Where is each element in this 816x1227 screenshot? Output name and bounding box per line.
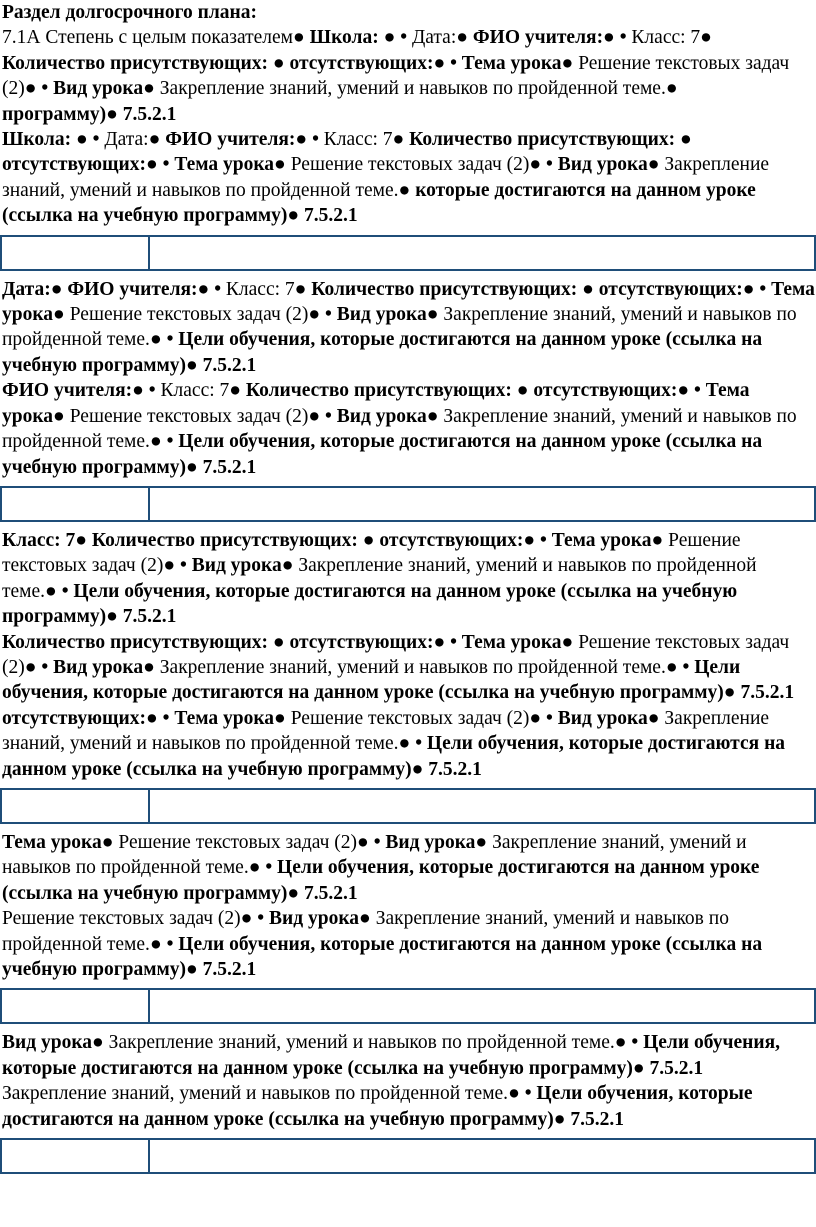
text-run: Решение текстовых задач (2)	[2, 908, 241, 930]
bold-text-run: ● Количество присутствующих: ● отсутствующих:● • Тема урока●	[2, 27, 712, 74]
bold-text-run: ● • Вид урока●	[529, 154, 665, 176]
text-run: Закрепление знаний, умений и навыков по пройденной теме.	[2, 707, 770, 755]
bold-text-run: ● • Вид урока●	[240, 908, 376, 930]
text-section	[0, 1030, 816, 1132]
table-cell-divider	[148, 790, 150, 822]
text-run: Решение текстовых задач (2)	[2, 52, 790, 100]
paragraph	[0, 102, 816, 127]
empty-table-row	[0, 235, 816, 271]
empty-table-row	[0, 988, 816, 1024]
text-run: Решение текстовых задач (2)	[2, 631, 790, 678]
text-run: Решение текстовых задач (2)	[69, 304, 309, 326]
empty-table-row	[0, 788, 816, 824]
bold-text-run: Количество присутствующих: ● отсутствующих:● • Тема урока●	[2, 631, 579, 653]
text-section	[0, 0, 816, 229]
text-run: Закрепление знаний, умений и навыков по пройденной теме.	[2, 831, 747, 879]
paragraph	[0, 378, 816, 480]
bold-text-run: ФИО учителя:● •	[2, 380, 161, 402]
text-run: 7.1А Степень с целым показателем	[2, 27, 293, 49]
text-run: Дата:	[411, 27, 457, 49]
text-run: Класс: 7	[225, 278, 295, 300]
bold-text-run: Тема урока●	[2, 831, 119, 853]
paragraph	[0, 528, 816, 630]
bold-text-run: Дата:	[2, 278, 51, 300]
bold-text-run: ● • Вид урока●	[24, 656, 160, 678]
text-section	[0, 830, 816, 982]
text-run: Закрепление знаний, умений и навыков по пройденной теме.	[159, 78, 666, 100]
empty-table-row	[0, 1138, 816, 1174]
bold-text-run: ● • Цели обучения, которые достигаются на данном уроке (ссылка на учебную программу)● 7.5.2.1	[2, 733, 786, 780]
text-run: Решение текстовых задач (2)	[2, 529, 741, 577]
text-run: Решение текстовых задач (2)	[290, 707, 530, 729]
table-cell-divider	[148, 488, 150, 520]
bold-text-run: ● которые достигаются на данном уроке (ссылка на учебную программу)● 7.5.2.1	[2, 179, 756, 227]
table-cell-divider	[148, 1140, 150, 1172]
paragraph	[0, 1030, 816, 1081]
paragraph	[0, 830, 816, 906]
text-run: Решение текстовых задач (2)	[290, 154, 530, 176]
bold-text-run: программу)● 7.5.2.1	[2, 103, 177, 125]
bold-text-run: ● • Цели обучения, которые достигаются на данном уроке (ссылка на учебную программу)● 7.5.2.1	[2, 933, 763, 980]
bold-text-run: Класс: 7	[2, 529, 76, 551]
bold-text-run: ● Количество присутствующих: ● отсутствующих:● • Тема урока●	[2, 278, 815, 326]
text-run: Решение текстовых задач (2)	[118, 831, 358, 853]
bold-text-run: отсутствующих:● • Тема урока●	[2, 707, 291, 729]
paragraph	[0, 706, 816, 782]
paragraph	[0, 1081, 816, 1132]
paragraph	[0, 0, 816, 25]
text-run: Класс: 7	[323, 129, 393, 151]
table-cell-divider	[148, 990, 150, 1022]
bold-text-run: ● ФИО учителя:● •	[148, 129, 324, 151]
text-section	[0, 528, 816, 782]
text-section	[0, 277, 816, 480]
table-cell-divider	[148, 237, 150, 269]
bold-text-run: ●	[665, 78, 678, 100]
paragraph	[0, 277, 816, 379]
text-run: Закрепление знаний, умений и навыков по пройденной теме.	[2, 304, 797, 351]
bold-text-run: ● • Цели обучения, которые достигаются на данном уроке (ссылка на учебную программу)● 7.5.2.1	[2, 857, 760, 904]
text-run: Закрепление знаний, умений и навыков по пройденной теме.	[2, 908, 729, 955]
paragraph	[0, 630, 816, 706]
text-run: Закрепление знаний, умений и навыков по пройденной теме.	[159, 656, 666, 678]
paragraph	[0, 906, 816, 982]
text-run: Закрепление знаний, умений и навыков по пройденной теме.	[2, 1083, 509, 1105]
paragraph	[0, 127, 816, 229]
bold-text-run: ● Школа: ● •	[293, 27, 412, 49]
bold-text-run: ● ФИО учителя:● •	[456, 27, 632, 49]
bold-text-run: ● Количество присутствующих: ● отсутствующих:● • Тема урока●	[75, 529, 669, 551]
bold-text-run: ● • Вид урока●	[308, 304, 444, 326]
text-run: Закрепление знаний, умений и навыков по пройденной теме.	[2, 405, 797, 453]
text-run: Класс: 7	[160, 380, 230, 402]
text-run: Закрепление знаний, умений и навыков по пройденной теме.	[108, 1032, 615, 1054]
bold-text-run: ● • Цели обучения, которые достигаются на данном уроке (ссылка на учебную программу)● 7.5.2.1	[2, 329, 763, 376]
bold-text-run: ● • Вид урока●	[357, 831, 493, 853]
bold-text-run: ● • Вид урока●	[308, 405, 444, 427]
text-run: Закрепление знаний, умений и навыков по пройденной теме.	[2, 555, 757, 602]
text-run: Класс: 7	[631, 27, 701, 49]
bold-text-run: ● • Вид урока●	[24, 78, 160, 100]
bold-text-run: ● • Вид урока●	[529, 707, 665, 729]
text-run: Решение текстовых задач (2)	[69, 405, 309, 427]
empty-table-row	[0, 486, 816, 522]
text-run: Закрепление знаний, умений и навыков по пройденной теме.	[2, 154, 770, 201]
bold-text-run: ● • Цели обучения, которые достигаются на данном уроке (ссылка на учебную программу)● 7.5.2.1	[2, 431, 763, 478]
bold-text-run: ● • Вид урока●	[163, 555, 299, 577]
bold-text-run: ● • Цели обучения, которые достигаются на данном уроке (ссылка на учебную программу)● 7.5.2.1	[2, 656, 795, 704]
paragraph	[0, 25, 816, 101]
bold-text-run: ● Количество присутствующих: ● отсутствующих:● • Тема урока●	[2, 129, 692, 176]
bold-text-run: Школа: ● •	[2, 129, 105, 151]
bold-text-run: ● • Цели обучения, которые достигаются на данном уроке (ссылка на учебную программу)● 7.5.2.1	[2, 580, 738, 628]
bold-text-run: ● • Цели обучения, которые достигаются на данном уроке (ссылка на учебную программу)● 7.5.2.1	[2, 1083, 753, 1130]
bold-text-run: Раздел долгосрочного плана:	[2, 2, 258, 23]
bold-text-run: Вид урока●	[2, 1032, 109, 1054]
bold-text-run: ● ФИО учителя:● •	[50, 278, 226, 300]
bold-text-run: ● • Цели обучения, которые достигаются на данном уроке (ссылка на учебную программу)● 7.5.2.1	[2, 1032, 781, 1079]
text-run: Дата:	[104, 129, 149, 151]
bold-text-run: ● Количество присутствующих: ● отсутствующих:● • Тема урока●	[2, 380, 750, 427]
